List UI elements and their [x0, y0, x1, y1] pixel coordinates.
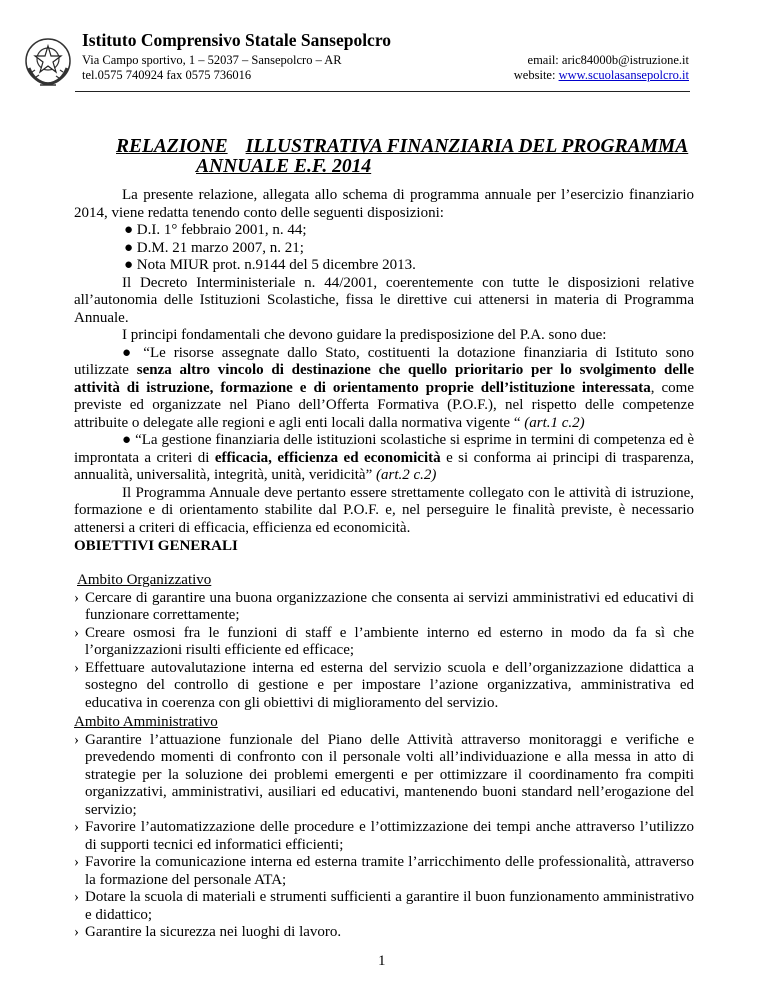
- list-item: › Dotare la scuola di materiali e strumenti sufficienti a garantire il buon funzionamento amministrativo e didattico;: [74, 889, 694, 923]
- institution-name: Istituto Comprensivo Statale Sansepolcro: [82, 30, 392, 50]
- title-word-relazione: RELAZIONE: [116, 136, 228, 157]
- list-item: › Garantire l’attuazione funzionale del Piano delle Attività attraverso monitoraggi e verifiche e prevedendo momenti di confronto con il personale volti all’individuazione e alla messa in atto di strategie per la soluzione dei problemi emergenti e per ottimizzare il coordinamento fra compiti organizzativi, amministrativi, ausiliari ed educativi, mantenendo buoni standard nell’erogazione del servizio;: [74, 731, 694, 818]
- disposition-item: ● D.I. 1° febbraio 2001, n. 44;: [124, 222, 307, 238]
- institution-online: [468, 53, 689, 83]
- bullet-marker: ›: [74, 819, 79, 835]
- bullet-marker: ›: [74, 924, 79, 940]
- bullet-marker: ›: [74, 731, 79, 748]
- intro-paragraph-4: Il Programma Annuale deve pertanto essere strettamente collegato con le attività di istruzione, formazione e di orientamento stabilite dal P.O.F. e, nel perseguire le finalità previste, è necessario attenersi a criteri di efficacia, efficienza ed economicità.: [74, 484, 694, 536]
- institution-contacts: [82, 53, 342, 83]
- title-line2: ANNUALE E.F. 2014: [196, 156, 372, 177]
- ambito-amministrativo-title: Ambito Amministrativo: [74, 714, 218, 730]
- list-item: › Garantire la sicurezza nei luoghi di lavoro.: [74, 924, 342, 940]
- bullet-marker: ›: [74, 659, 79, 676]
- bullet-marker: ›: [74, 889, 79, 905]
- ambito-organizzativo-title: Ambito Organizzativo: [77, 572, 212, 588]
- disposition-item: ● D.M. 21 marzo 2007, n. 21;: [124, 239, 304, 256]
- intro-section: [74, 187, 694, 537]
- principle-quote-1: ● “Le risorse assegnate dallo Stato, costituenti la dotazione finanziaria di Istituto sono utilizzate senza altro vincolo di destinazione che quello prioritario per lo svolgimento delle attività di istruzione, formazione e di orientamento proprie dell’istituzione interessata, come previste ed organizzate nel Piano dell’Offerta Formativa (P.O.F.), nel rispetto delle competenze attribuite o delegate alle regioni e agli enti locali dalla normativa vigente “ (art.1 c.2): [74, 344, 694, 431]
- intro-paragraph-3: I principi fondamentali che devono guidare la predisposizione del P.A. sono due:: [122, 327, 607, 343]
- principle-quote-2: ● “La gestione finanziaria delle istituzioni scolastiche si esprime in termini di competenza ed è improntata a criteri di efficacia, efficienza ed economicità e si conforma ai principi di trasparenza, annualità, universalità, integrità, unità, veridicità” (art.2 c.2): [74, 432, 694, 483]
- principle-2-reference: (art.2 c.2): [375, 467, 437, 483]
- institution-phone-fax: tel.0575 740924 fax 0575 736016: [82, 68, 252, 82]
- document-title: [116, 136, 689, 177]
- list-item: › Creare osmosi fra le funzioni di staff e l’ambiente interno ed esterno in modo da fa sì che l’organizzazioni risulti efficiente ed efficace;: [74, 624, 694, 658]
- principle-1-reference: (art.1 c.2): [524, 414, 585, 431]
- website-prefix: website:: [513, 68, 559, 82]
- ambito-amministrativo: [74, 714, 694, 942]
- bullet-marker: ›: [74, 589, 79, 606]
- header-divider: [75, 91, 690, 92]
- principle-1-emphasis: senza altro vincolo di destinazione che quello prioritario per lo svolgimento delle attività di istruzione, formazione e di orientamento proprie dell’istituzione interessata: [74, 362, 694, 396]
- website-link[interactable]: www.scuolasansepolcro.it: [558, 68, 689, 82]
- principle-2-emphasis: efficacia, efficienza ed economicità: [214, 449, 441, 466]
- disposition-item: ● Nota MIUR prot. n.9144 del 5 dicembre 2013.: [124, 257, 416, 273]
- bullet-marker: ›: [74, 624, 79, 641]
- institution-address: Via Campo sportivo, 1 – 52037 – Sansepolcro – AR: [82, 53, 342, 67]
- section-title: OBIETTIVI GENERALI: [74, 538, 238, 554]
- italian-republic-emblem-icon: [20, 34, 76, 90]
- intro-paragraph-2: Il Decreto Interministeriale n. 44/2001, coerentemente con tutte le disposizioni relative all’autonomia delle Istituzioni Scolastiche, fissa le direttive cui attenersi in materia di Programma Annuale.: [74, 274, 694, 326]
- list-item: › Effettuare autovalutazione interna ed esterna del servizio scuola e dell’organizzazione didattica a sostegno del controllo di gestione e per impostare l’azione organizzativa, amministrativa ed educativa in coerenza con gli obiettivi di miglioramento del servizio.: [74, 659, 694, 711]
- list-item: › Favorire la comunicazione interna ed esterna tramite l’arricchimento delle professionalità, attraverso la formazione del personale ATA;: [74, 854, 694, 888]
- ambito-organizzativo: [74, 572, 694, 712]
- institution-website-line: [468, 68, 689, 83]
- list-item: › Cercare di garantire una buona organizzazione che consenta ai servizi amministrativi ed educativi di funzionare correttamente;: [74, 589, 694, 623]
- bullet-marker: ›: [74, 854, 79, 870]
- page-number: 1: [378, 953, 386, 969]
- intro-paragraph-1: La presente relazione, allegata allo schema di programma annuale per l’esercizio finanziario 2014, viene redatta tenendo conto delle seguenti disposizioni:: [74, 187, 694, 221]
- list-item: › Favorire l’automatizzazione delle procedure e l’ottimizzazione dei tempi anche attraverso l’utilizzo di supporti tecnici ed informatici efficienti;: [74, 819, 694, 853]
- title-line1-rest: ILLUSTRATIVA FINANZIARIA DEL PROGRAMMA: [245, 136, 689, 157]
- institution-email: email: aric84000b@istruzione.it: [527, 53, 689, 67]
